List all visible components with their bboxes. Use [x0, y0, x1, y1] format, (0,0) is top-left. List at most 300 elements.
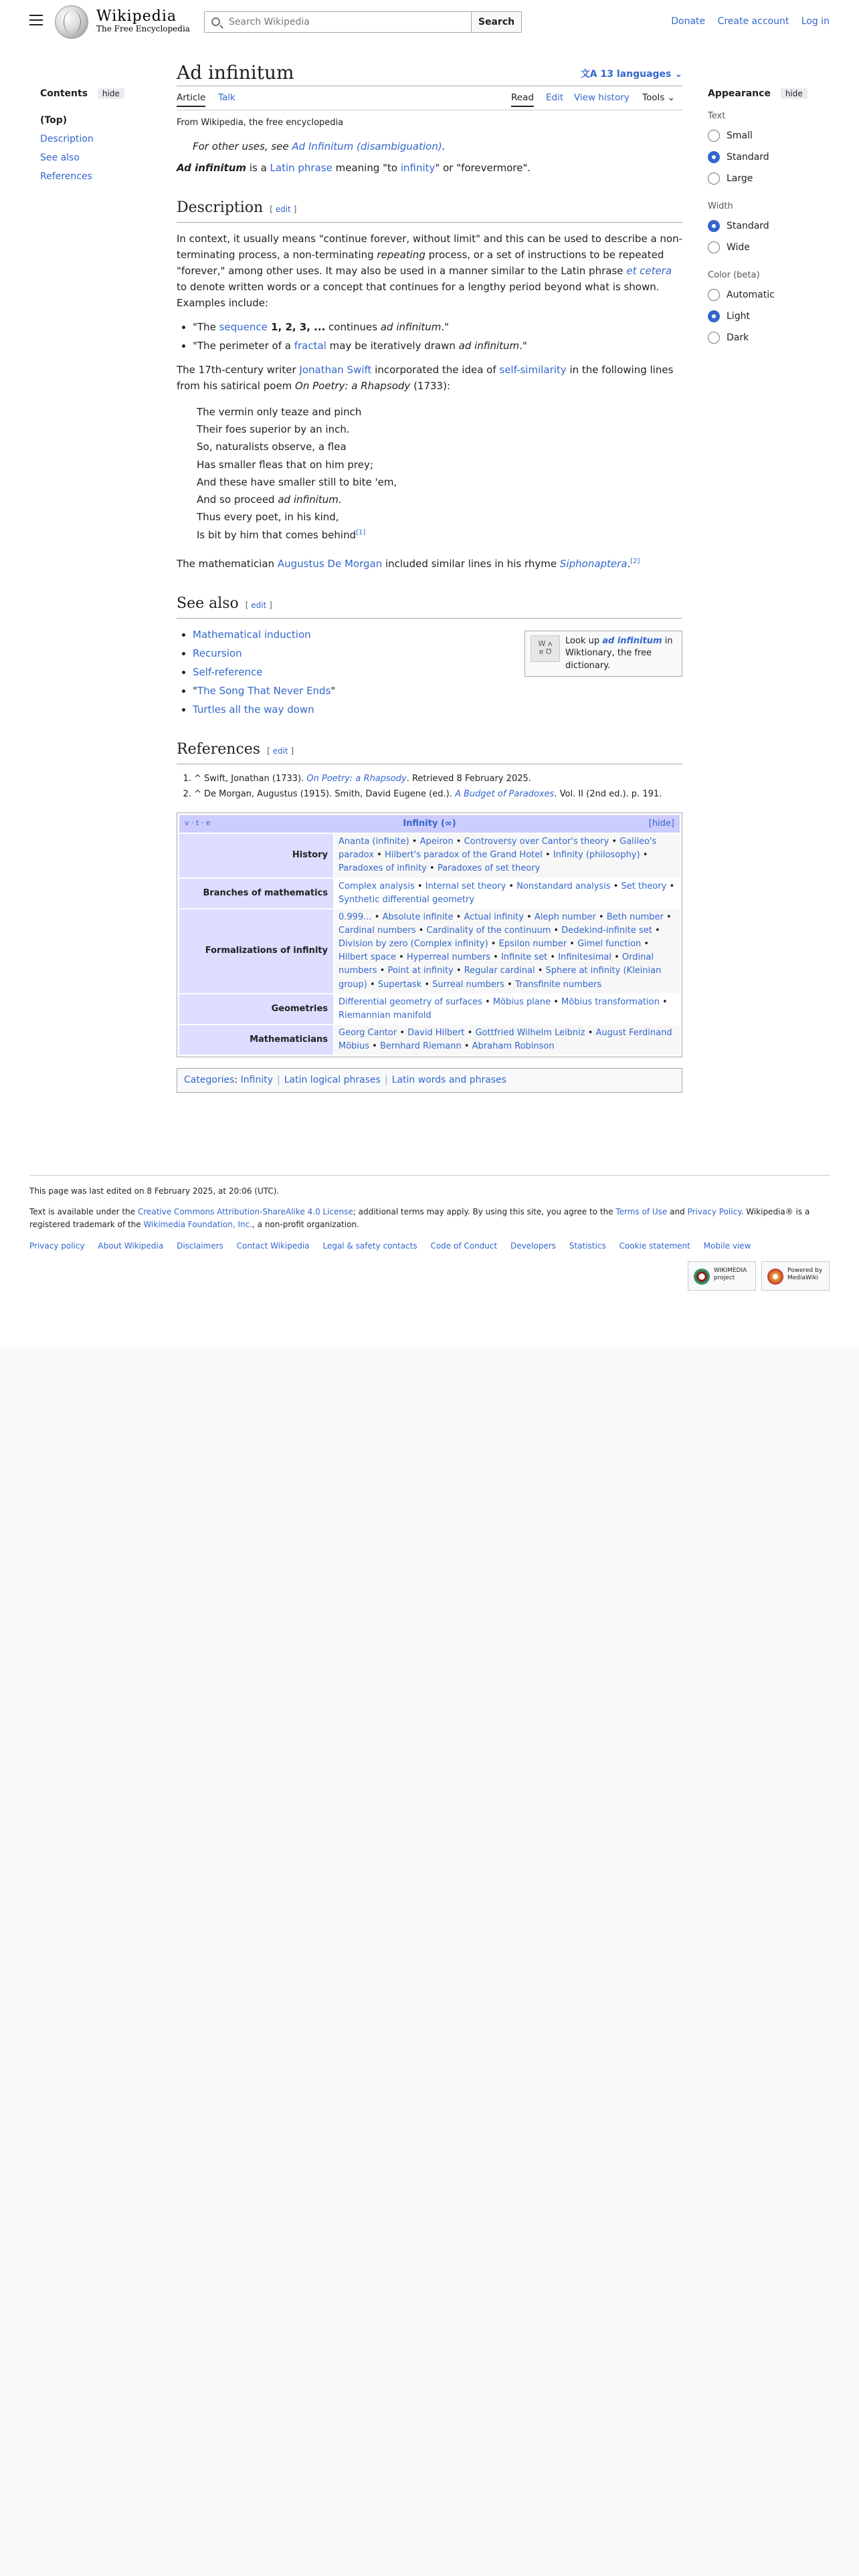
radio-label: Standard — [727, 221, 769, 231]
bullet-separator: • — [567, 939, 578, 950]
navbox-row — [179, 834, 680, 877]
edit-section: [ edit ] — [245, 600, 272, 610]
chevron-down-icon: ⌄ — [664, 92, 675, 103]
bullet-separator: • — [464, 1027, 476, 1038]
poem-line: So, naturalists observe, a flea — [197, 441, 347, 453]
description-paragraph-3 — [177, 556, 682, 572]
para-text: to denote written words or a concept that continues for a lengthy period beyond what is shown. Examples include: — [177, 280, 660, 309]
radio-icon — [708, 332, 720, 344]
bullet-separator: • — [374, 850, 385, 861]
para-text: incorporated the idea of — [371, 363, 500, 376]
category-links: Categories: Infinity | Latin logical phrases | Latin words and phrases — [177, 1068, 682, 1092]
search-button[interactable]: Search — [471, 11, 522, 33]
appearance-title: Appearance — [708, 88, 771, 99]
navbox-link[interactable]: Beth number — [606, 911, 664, 922]
bullet-separator: • — [611, 952, 622, 963]
description-paragraph-1 — [177, 231, 682, 311]
log-in-link[interactable]: Log in — [801, 16, 830, 27]
edit-section: [ edit ] — [267, 746, 294, 756]
navbox-link[interactable]: Möbius plane — [492, 996, 551, 1007]
bullet-separator: • — [652, 925, 660, 936]
color-label: Color (beta) — [708, 270, 760, 280]
bullet-separator: • — [488, 939, 499, 950]
section-heading-see-also — [177, 592, 682, 619]
navbox-group-label: Formalizations of infinity — [179, 909, 333, 993]
bullet-separator: • — [585, 1027, 596, 1038]
poem-line: Their foes superior by an inch. — [197, 423, 350, 436]
appearance-header — [708, 88, 835, 99]
toc-item-references[interactable]: References — [40, 171, 92, 182]
item-text: "The perimeter of a — [193, 339, 294, 352]
toc-item-see-also[interactable]: See also — [40, 152, 80, 163]
search-box — [204, 11, 472, 33]
navbox-link[interactable]: Aleph number — [534, 911, 596, 922]
poem-line: Thus every poet, in his kind, — [197, 511, 339, 524]
navbox-list — [335, 909, 680, 993]
toc-item-description[interactable]: Description — [40, 134, 94, 144]
appearance-hide-button[interactable]: hide — [781, 88, 807, 99]
item-bold: 1, 2, 3, ... — [267, 320, 326, 333]
mediawiki-logo-icon — [767, 1269, 783, 1285]
navbox-link[interactable]: August Ferdinand Möbius — [339, 1027, 672, 1052]
para-text: The 17th-century writer — [177, 363, 300, 376]
navbox-group-label: Branches of mathematics — [179, 879, 333, 908]
edit-section-link[interactable]: edit — [275, 204, 291, 214]
navbox-link[interactable]: Dedekind-infinite set — [561, 925, 652, 936]
width-wide[interactable] — [708, 237, 835, 258]
para-text: (1733): — [410, 379, 450, 392]
navbox-link[interactable]: Cardinality of the continuum — [426, 925, 551, 936]
table-of-contents — [40, 88, 161, 182]
terms-link[interactable]: Terms of Use — [615, 1207, 668, 1217]
quote-mark: " — [330, 685, 336, 697]
fractal-link[interactable]: fractal — [294, 339, 326, 352]
navbox-link[interactable]: Hyperreal numbers — [406, 952, 491, 963]
wiktionary-icon: W ʌ ɐ Ʊ — [531, 635, 560, 662]
tagline: The Free Encyclopedia — [96, 24, 190, 33]
wiktionary-box — [524, 631, 682, 677]
navbox-link[interactable]: Set theory — [621, 881, 667, 891]
navbox-link[interactable]: Transfinite numbers — [514, 979, 602, 990]
navbox-link[interactable]: Infinitesimal — [558, 952, 611, 963]
footer-link[interactable]: Code of Conduct — [430, 1241, 498, 1251]
wikimedia-project-badge[interactable] — [688, 1261, 756, 1291]
tab-article[interactable]: Article — [177, 92, 205, 107]
appearance-panel — [708, 88, 835, 348]
navbox-link[interactable]: Ananta (infinite) — [339, 837, 409, 847]
see-also-link[interactable]: Recursion — [193, 647, 242, 660]
search-input[interactable] — [227, 12, 468, 32]
reference-2-link[interactable]: [2] — [630, 557, 640, 565]
wiktionary-link[interactable]: ad infinitum — [602, 636, 662, 647]
poem-text: And so proceed — [197, 494, 278, 506]
footer-link[interactable]: Mobile view — [703, 1241, 751, 1251]
bullet-separator: • — [547, 952, 559, 963]
navbox-link[interactable]: Abraham Robinson — [472, 1041, 555, 1052]
text-size-standard[interactable] — [708, 146, 835, 168]
see-also-link[interactable]: Mathematical induction — [193, 629, 311, 641]
radio-label: Large — [727, 173, 753, 184]
footer-link[interactable]: Legal & safety contacts — [322, 1241, 417, 1251]
footer-badges — [682, 1261, 830, 1291]
navbox-link[interactable]: Point at infinity — [387, 966, 454, 976]
wikimedia-foundation-link[interactable]: Wikimedia Foundation, Inc. — [143, 1220, 253, 1230]
navbox-link[interactable]: Galileo's paradox — [339, 837, 657, 861]
license-text — [29, 1206, 830, 1231]
navbox-row — [179, 879, 680, 908]
tab-talk[interactable]: Talk — [218, 92, 235, 103]
navbox-hide-button[interactable]: [hide] — [648, 818, 674, 829]
poem-line — [197, 491, 682, 508]
color-light[interactable] — [708, 306, 835, 327]
toc-hide-button[interactable]: hide — [98, 88, 124, 99]
width-standard[interactable] — [708, 215, 835, 237]
toc-title: Contents — [40, 88, 88, 99]
examples-list — [177, 319, 682, 354]
lead-text: " or "forevermore". — [435, 161, 531, 174]
navbox-list — [335, 1025, 680, 1055]
navbox-link[interactable]: Epsilon number — [498, 939, 567, 950]
radio-label: Light — [727, 311, 750, 322]
radio-label: Small — [727, 130, 753, 141]
navbox-link[interactable]: 0.999... — [339, 911, 372, 922]
footer-link[interactable]: Cookie statement — [619, 1241, 690, 1251]
navbox-row — [179, 909, 680, 993]
radio-label: Wide — [727, 242, 750, 253]
navbox-link[interactable]: Division by zero (Complex infinity) — [339, 939, 488, 950]
radio-selected-icon — [708, 220, 720, 232]
bullet-separator: • — [409, 837, 420, 847]
footer-text: . Wikipedia® is a registered trademark of the — [29, 1207, 810, 1230]
hatnote-suffix: . — [442, 140, 446, 152]
navbox-link[interactable]: Hilbert's paradox of the Grand Hotel — [384, 850, 543, 861]
navbox-group-label: History — [179, 834, 333, 877]
jonathan-swift-link[interactable]: Jonathan Swift — [299, 363, 372, 376]
create-account-link[interactable]: Create account — [717, 16, 789, 27]
poem-line: Has smaller fleas that on him prey; — [197, 458, 373, 471]
sequence-link[interactable]: sequence — [219, 320, 268, 333]
footer-link[interactable]: Privacy policy — [29, 1241, 85, 1251]
lead-paragraph — [177, 160, 682, 176]
navbox-link[interactable]: Actual infinity — [464, 911, 524, 922]
bullet-separator: • — [395, 952, 407, 963]
navbox-link[interactable]: Gimel function — [577, 939, 642, 950]
bullet-separator: • — [367, 979, 378, 990]
navbox-link[interactable]: Complex analysis — [339, 881, 415, 891]
color-automatic[interactable] — [708, 284, 835, 306]
navbox-group-label: Geometries — [179, 994, 333, 1024]
navbox-rows — [179, 834, 680, 1055]
tab-view-history[interactable]: View history — [574, 92, 630, 103]
lead-text: meaning "to — [332, 161, 401, 174]
bullet-separator: • — [397, 1027, 408, 1038]
bullet-separator: • — [371, 911, 383, 922]
navbox-vte-links[interactable]: v · t · e — [185, 818, 211, 827]
navbox-link[interactable]: Absolute infinite — [382, 911, 454, 922]
navbox-link[interactable]: Internal set theory — [425, 881, 506, 891]
bullet-separator: • — [369, 1041, 380, 1052]
bullet-separator: • — [490, 952, 501, 963]
wikt-text: in Wiktionary, the free dictionary. — [565, 636, 673, 671]
item-text: ." — [441, 320, 450, 333]
search-icon — [211, 17, 220, 26]
navbox-link[interactable]: Differential geometry of surfaces — [339, 996, 482, 1007]
footer-text: and — [667, 1207, 688, 1217]
navbox-link[interactable]: David Hilbert — [407, 1027, 465, 1038]
category-separator: | — [384, 1075, 388, 1086]
toc-item-top[interactable]: (Top) — [40, 115, 68, 126]
hatnote-prefix: For other uses, see — [193, 140, 292, 152]
navbox-link[interactable]: Apeiron — [419, 837, 454, 847]
poem-line — [197, 526, 682, 544]
bullet-separator: • — [453, 837, 464, 847]
radio-selected-icon — [708, 151, 720, 163]
see-also-link[interactable]: Turtles all the way down — [193, 704, 314, 716]
bullet-separator: • — [421, 979, 433, 990]
page-tabs — [177, 92, 682, 110]
color-dark[interactable] — [708, 327, 835, 348]
para-italic: repeating — [377, 248, 425, 261]
bullet-separator: • — [453, 966, 464, 976]
heading-text: References — [177, 741, 261, 758]
category-separator: | — [277, 1075, 280, 1086]
bullet-separator: • — [595, 911, 607, 922]
edit-section-link[interactable]: edit — [251, 600, 267, 610]
bullet-separator: • — [377, 966, 388, 976]
see-also-link[interactable]: Self-reference — [193, 666, 263, 679]
navbox-link[interactable]: Infinity (philosophy) — [553, 850, 640, 861]
item-text: may be iteratively drawn — [326, 339, 459, 352]
radio-selected-icon — [708, 310, 720, 322]
item-italic: ad infinitum — [458, 339, 520, 352]
navbox-link[interactable]: Cardinal numbers — [339, 925, 416, 936]
poem-italic: ad infinitum. — [278, 494, 342, 506]
ref-external-link[interactable]: A Budget of Paradoxes — [454, 789, 555, 800]
ref-external-link[interactable]: On Poetry: a Rhapsody — [306, 774, 407, 784]
edit-section-link[interactable]: edit — [272, 746, 288, 756]
list-item — [193, 683, 682, 699]
navbox-link[interactable]: Controversy over Cantor's theory — [464, 837, 609, 847]
bullet-separator: • — [663, 911, 672, 922]
bullet-separator: • — [535, 966, 546, 976]
badge-label: WIKIMEDIA project — [714, 1267, 747, 1281]
navbox-link[interactable]: Nonstandard analysis — [516, 881, 611, 891]
wikimedia-logo-icon — [694, 1269, 710, 1285]
chevron-down-icon: ⌄ — [671, 69, 682, 80]
poem-title: On Poetry: a Rhapsody — [295, 379, 411, 392]
lead-text: is a — [246, 161, 270, 174]
heading-text: See also — [177, 595, 239, 612]
bullet-separator: • — [523, 911, 535, 922]
footer-link[interactable]: About Wikipedia — [98, 1241, 164, 1251]
navbox-group-label: Mathematicians — [179, 1025, 333, 1055]
disambiguation-link[interactable]: Ad Infinitum (disambiguation) — [292, 140, 442, 152]
bullet-separator: • — [453, 911, 464, 922]
bullet-separator: • — [415, 925, 427, 936]
references-list — [177, 772, 682, 802]
para-text: in the following lines from his satirical poem — [177, 363, 674, 392]
navbox-list — [335, 834, 680, 877]
languages-button[interactable] — [581, 67, 682, 80]
languages-label: 13 languages — [600, 69, 672, 80]
article-body — [177, 116, 682, 1093]
ref-text: . Retrieved 8 February 2025. — [406, 774, 531, 784]
list-item — [193, 319, 682, 335]
bullet-separator: • — [551, 925, 562, 936]
radio-label: Dark — [727, 332, 749, 343]
bullet-separator: • — [666, 881, 675, 891]
navbox-link[interactable]: Hilbert space — [339, 952, 396, 963]
toc-header — [40, 88, 161, 99]
navbox-link[interactable]: Infinite set — [500, 952, 548, 963]
ref-text: ^ De Morgan, Augustus (1915). Smith, David Eugene (ed.). — [194, 789, 455, 800]
reference-item — [194, 772, 682, 786]
item-italic: ad infinitum — [380, 320, 442, 333]
item-text: "The — [193, 320, 219, 333]
width-label: Width — [708, 201, 733, 211]
navbox-link[interactable]: Surreal numbers — [432, 979, 505, 990]
ref-text: ^ Swift, Jonathan (1733). — [194, 774, 307, 784]
poem-text: Is bit by him that comes behind — [197, 528, 357, 541]
bullet-separator: • — [506, 881, 517, 891]
et-cetera-link[interactable]: et cetera — [626, 264, 672, 277]
poem-line: And these have smaller still to bite 'em, — [197, 475, 397, 488]
site-sub: From Wikipedia, the free encyclopedia — [177, 118, 344, 128]
translate-icon: 文A — [580, 69, 601, 80]
item-text: continues — [325, 320, 381, 333]
bullet-separator: • — [609, 837, 620, 847]
site-header — [0, 0, 859, 44]
navbox-link[interactable]: Synthetic differential geometry — [339, 894, 475, 905]
bullet-separator: • — [610, 881, 622, 891]
category-link[interactable]: Latin words and phrases — [391, 1075, 506, 1086]
latin-phrase-link[interactable]: Latin phrase — [270, 161, 332, 174]
footer-link[interactable]: Developers — [510, 1241, 557, 1251]
license-link[interactable]: Creative Commons Attribution-ShareAlike 4.0 License — [137, 1207, 353, 1217]
navbox-link[interactable]: Riemannian manifold — [339, 1010, 432, 1021]
bullet-separator: • — [551, 996, 562, 1007]
footer-divider — [29, 1175, 830, 1176]
bullet-separator: • — [542, 850, 553, 861]
bullet-separator: • — [426, 863, 438, 874]
page-title: Ad infinitum — [177, 62, 294, 84]
reference-1-link[interactable]: [1] — [356, 528, 366, 536]
reference-item — [194, 788, 682, 802]
poem-block — [197, 403, 682, 544]
para-text: The mathematician — [177, 557, 278, 570]
last-edited: This page was last edited on 8 February 2025, at 20:06 (UTC). — [29, 1186, 280, 1196]
para-text: included similar lines in his rhyme — [382, 557, 560, 570]
wikipedia-globe-logo[interactable] — [55, 5, 88, 39]
radio-icon — [708, 241, 720, 253]
siphonaptera-link[interactable]: Siphonaptera — [559, 557, 628, 570]
text-size-large[interactable] — [708, 168, 835, 189]
infinity-navbox — [177, 813, 682, 1057]
navbox-link[interactable]: Paradoxes of infinity — [339, 863, 427, 874]
badge-label: Powered by MediaWiki — [787, 1267, 823, 1281]
category-link[interactable]: Infinity — [240, 1075, 273, 1086]
para-text: In context, it usually means "continue forever, without limit" and this can be used to describe a non-terminating process, a non-terminating — [177, 232, 683, 261]
item-text: ." — [519, 339, 527, 352]
tools-label: Tools — [642, 92, 665, 103]
tab-edit[interactable]: Edit — [546, 92, 564, 103]
wordmark[interactable]: Wikipedia — [96, 8, 177, 25]
donate-link[interactable]: Donate — [671, 16, 706, 27]
privacy-link[interactable]: Privacy Policy — [687, 1207, 741, 1217]
category-link[interactable]: Latin logical phrases — [284, 1075, 381, 1086]
navbox-link[interactable]: Bernhard Riemann — [379, 1041, 462, 1052]
footer-link[interactable]: Contact Wikipedia — [236, 1241, 310, 1251]
augustus-de-morgan-link[interactable]: Augustus De Morgan — [277, 557, 383, 570]
navbox-link[interactable]: Georg Cantor — [339, 1027, 397, 1038]
navbox-link[interactable]: Regular cardinal — [464, 966, 535, 976]
edit-section: [ edit ] — [270, 204, 297, 214]
navbox-title[interactable]: Infinity (∞) — [403, 818, 456, 829]
wikt-text: Look up — [565, 636, 603, 647]
navbox-link[interactable]: Möbius transformation — [561, 996, 660, 1007]
text-size-small[interactable] — [708, 125, 835, 146]
navbox-link[interactable]: Sphere at infinity (Kleinian group) — [339, 966, 662, 990]
navbox-link[interactable]: Paradoxes of set theory — [437, 863, 541, 874]
poem-line: The vermin only teaze and pinch — [197, 405, 362, 418]
footer-links — [29, 1240, 830, 1253]
navbox-link[interactable]: Gottfried Wilhelm Leibniz — [475, 1027, 585, 1038]
self-similarity-link[interactable]: self-similarity — [499, 363, 567, 376]
ref-text: . Vol. II (2nd ed.). p. 191. — [554, 789, 662, 800]
list-item — [193, 702, 682, 718]
navbox-row — [179, 1025, 680, 1055]
navbox-list — [335, 879, 680, 908]
footer-link[interactable]: Statistics — [569, 1241, 606, 1251]
bullet-separator: • — [659, 996, 668, 1007]
navbox-link[interactable]: Supertask — [377, 979, 422, 990]
personal-tools — [662, 16, 830, 27]
radio-label: Automatic — [727, 290, 775, 300]
list-item — [193, 338, 682, 354]
main-menu-icon[interactable] — [29, 15, 43, 25]
tab-read[interactable]: Read — [511, 92, 534, 107]
radio-icon — [708, 130, 720, 142]
bullet-separator: • — [414, 881, 425, 891]
tools-menu[interactable] — [642, 92, 675, 103]
page-footer — [29, 1185, 830, 1253]
lead-term: Ad infinitum — [177, 161, 247, 174]
bullet-separator: • — [504, 979, 515, 990]
text-size-label: Text — [708, 111, 726, 121]
para-text: . — [627, 557, 631, 570]
categories-label[interactable]: Categories — [184, 1075, 235, 1086]
bullet-separator: • — [641, 939, 650, 950]
radio-icon — [708, 289, 720, 301]
footer-text: , a non-profit organization. — [252, 1220, 359, 1230]
description-paragraph-2 — [177, 362, 682, 394]
infinity-link[interactable]: infinity — [400, 161, 436, 174]
bullet-separator: • — [640, 850, 648, 861]
footer-text: Text is available under the — [29, 1207, 138, 1217]
radio-icon — [708, 173, 720, 185]
bullet-separator: • — [461, 1041, 472, 1052]
navbox-list — [335, 994, 680, 1024]
navbox-link[interactable]: Ordinal numbers — [339, 952, 654, 976]
footer-link[interactable]: Disclaimers — [177, 1241, 223, 1251]
see-also-link[interactable]: The Song That Never Ends — [197, 685, 331, 697]
quote-mark: " — [193, 685, 197, 697]
section-heading-description — [177, 196, 682, 223]
powered-by-mediawiki-badge[interactable] — [761, 1261, 830, 1291]
navbox-row — [179, 994, 680, 1024]
radio-label: Standard — [727, 152, 769, 163]
heading-text: Description — [177, 199, 264, 216]
